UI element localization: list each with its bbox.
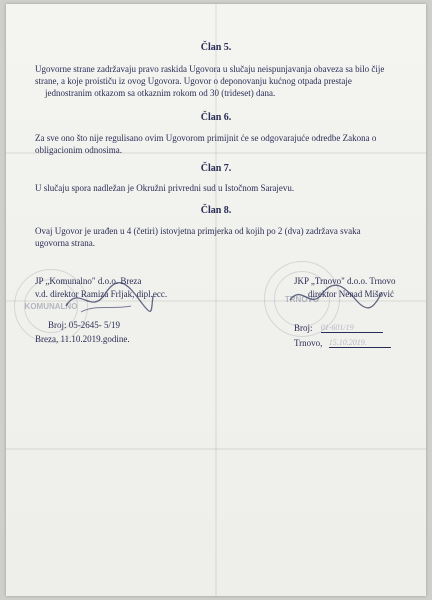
left-registration-number: Broj: 05-2645- 5/19 xyxy=(48,320,120,330)
article-7-heading: Član 7. xyxy=(200,163,232,174)
left-stamp-text: KOMUNALNO xyxy=(24,301,78,311)
right-director: direktor Nenad Mišović xyxy=(308,289,394,299)
article-5-line: Ugovorne strane zadržavaju pravo raskida Ugovora u slučaju neispunjavanja obaveza sa bilo čije xyxy=(35,64,385,74)
right-registration-row xyxy=(294,322,383,333)
article-8-heading: Član 8. xyxy=(200,205,232,216)
right-registration-value: 01-601/19 xyxy=(320,323,354,332)
article-5-line: jednostranim otkazom sa otkaznim rokom od 30 (trideset) dana. xyxy=(45,88,276,98)
article-7-line: U slučaju spora nadležan je Okružni privredni sud u Istočnom Sarajevu. xyxy=(35,183,295,193)
article-5-heading: Član 5. xyxy=(200,42,232,53)
right-company-name: JKP „Trnovo" d.o.o. Trnovo xyxy=(294,276,396,286)
left-place-date: Breza, 11.10.2019.godine. xyxy=(35,334,130,344)
article-5-line: strane, a koje proističu iz ovog Ugovora. Ugovor o deponovanju kućnog otpada prestaje xyxy=(35,76,352,86)
document-page xyxy=(6,4,426,596)
article-8-body xyxy=(35,225,397,249)
article-8-line: Ovaj Ugovor je urađen u 4 (četiri) istovjetna primjerka od kojih po 2 (dva) zadržava svaka xyxy=(35,226,361,236)
right-place-label: Trnovo, xyxy=(294,338,323,348)
right-stamp-text: TRNOVO xyxy=(284,294,320,304)
right-place-date-row xyxy=(294,337,391,348)
article-7-body xyxy=(35,182,397,194)
right-registration-field xyxy=(321,322,383,333)
article-6-heading: Član 6. xyxy=(200,112,232,123)
right-registration-label: Broj: xyxy=(294,323,313,333)
article-5-body xyxy=(35,63,397,99)
article-6-body xyxy=(35,132,397,156)
article-6-line: Za sve ono što nije regulisano ovim Ugovorom primijnit će se odgovarajuće odredbe Zakona o xyxy=(35,133,377,143)
right-date-value: 15.10.2019. xyxy=(328,338,367,347)
left-company-name: JP „Komunalno" d.o.o. Breza xyxy=(35,276,142,286)
article-6-line: obligacionim odnosima. xyxy=(35,145,122,155)
right-date-field xyxy=(329,337,391,348)
left-director: v.d. direktor Ramiza Frljak, dipl.ecc. xyxy=(35,289,168,299)
article-8-line: ugovorna strana. xyxy=(35,238,95,248)
